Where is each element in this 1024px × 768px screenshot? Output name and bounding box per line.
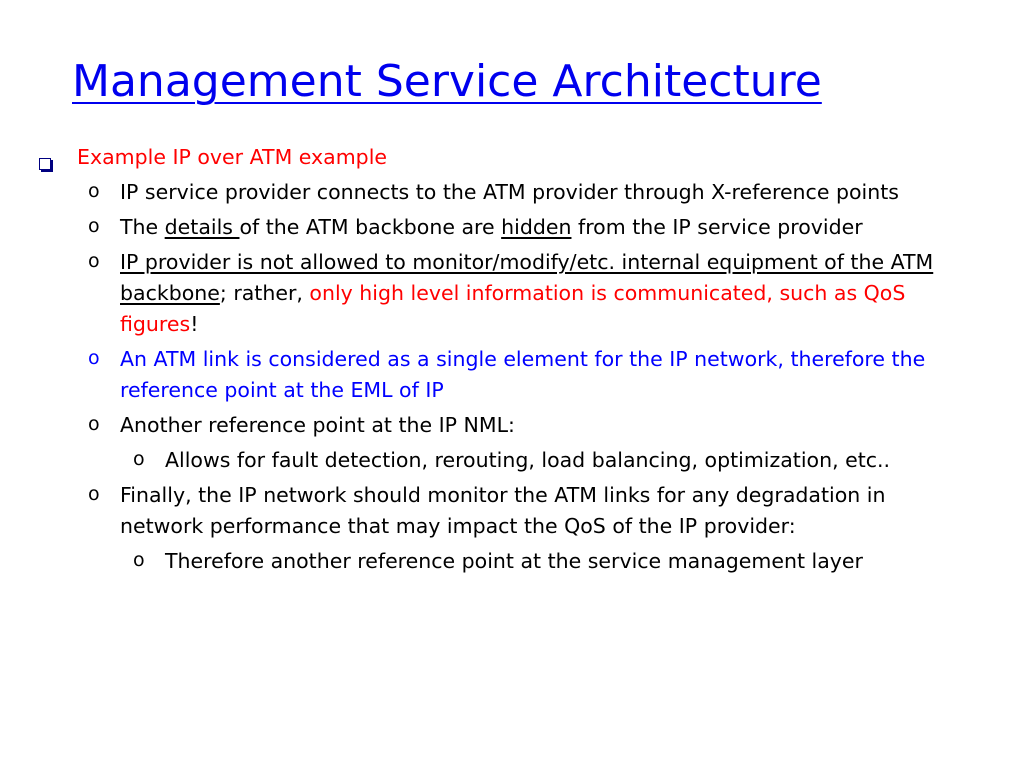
bullet-level2 xyxy=(88,212,960,243)
underlined-text-details: details xyxy=(164,215,240,239)
circle-bullet-icon: o xyxy=(88,180,100,202)
circle-bullet-icon: o xyxy=(133,448,145,470)
slide-title: Management Service Architecture xyxy=(72,56,822,107)
bullet-level2 xyxy=(88,480,960,542)
bullet-level2 xyxy=(88,177,960,208)
underlined-text-hidden: hidden xyxy=(501,215,572,239)
bullet-level2 xyxy=(88,410,960,441)
bullet-level2 xyxy=(88,344,960,406)
blue-emphasis-text: An ATM link is considered as a single element for the IP network, therefore the reference point at the EML of IP xyxy=(120,347,926,402)
circle-bullet-icon: o xyxy=(88,250,100,272)
square-bullet-icon xyxy=(39,149,51,180)
bullet-text: Example IP over ATM example xyxy=(77,145,388,169)
bullet-text: Finally, the IP network should monitor the ATM links for any degradation in network performance that may impact the QoS of the IP provider: xyxy=(120,483,886,538)
bullet-level3 xyxy=(133,546,965,577)
bullet-text: Another reference point at the IP NML: xyxy=(120,413,515,437)
bullet-text: Therefore another reference point at the service management layer xyxy=(165,549,863,573)
circle-bullet-icon: o xyxy=(88,483,100,505)
underlined-text: IP provider is not allowed to monitor/modify/etc. internal equipment of the ATM backbone xyxy=(120,250,934,305)
circle-bullet-icon: o xyxy=(88,215,100,237)
bullet-text: The xyxy=(120,215,165,239)
bullet-level2 xyxy=(88,247,960,340)
circle-bullet-icon: o xyxy=(133,549,145,571)
bullet-text: of the ATM backbone are xyxy=(239,215,502,239)
red-emphasis-text: only high level information is communicated, such as QoS figures xyxy=(120,281,906,336)
bullet-text: Allows for fault detection, rerouting, load balancing, optimization, etc.. xyxy=(165,448,891,472)
circle-bullet-icon: o xyxy=(88,347,100,369)
bullet-level1 xyxy=(77,142,967,173)
bullet-text: IP service provider connects to the ATM provider through X-reference points xyxy=(120,180,899,204)
bullet-text: ; rather, xyxy=(219,281,310,305)
circle-bullet-icon: o xyxy=(88,413,100,435)
bullet-text: ! xyxy=(190,312,199,336)
bullet-level3 xyxy=(133,445,965,476)
slide-content xyxy=(0,142,1024,581)
bullet-text: from the IP service provider xyxy=(571,215,863,239)
